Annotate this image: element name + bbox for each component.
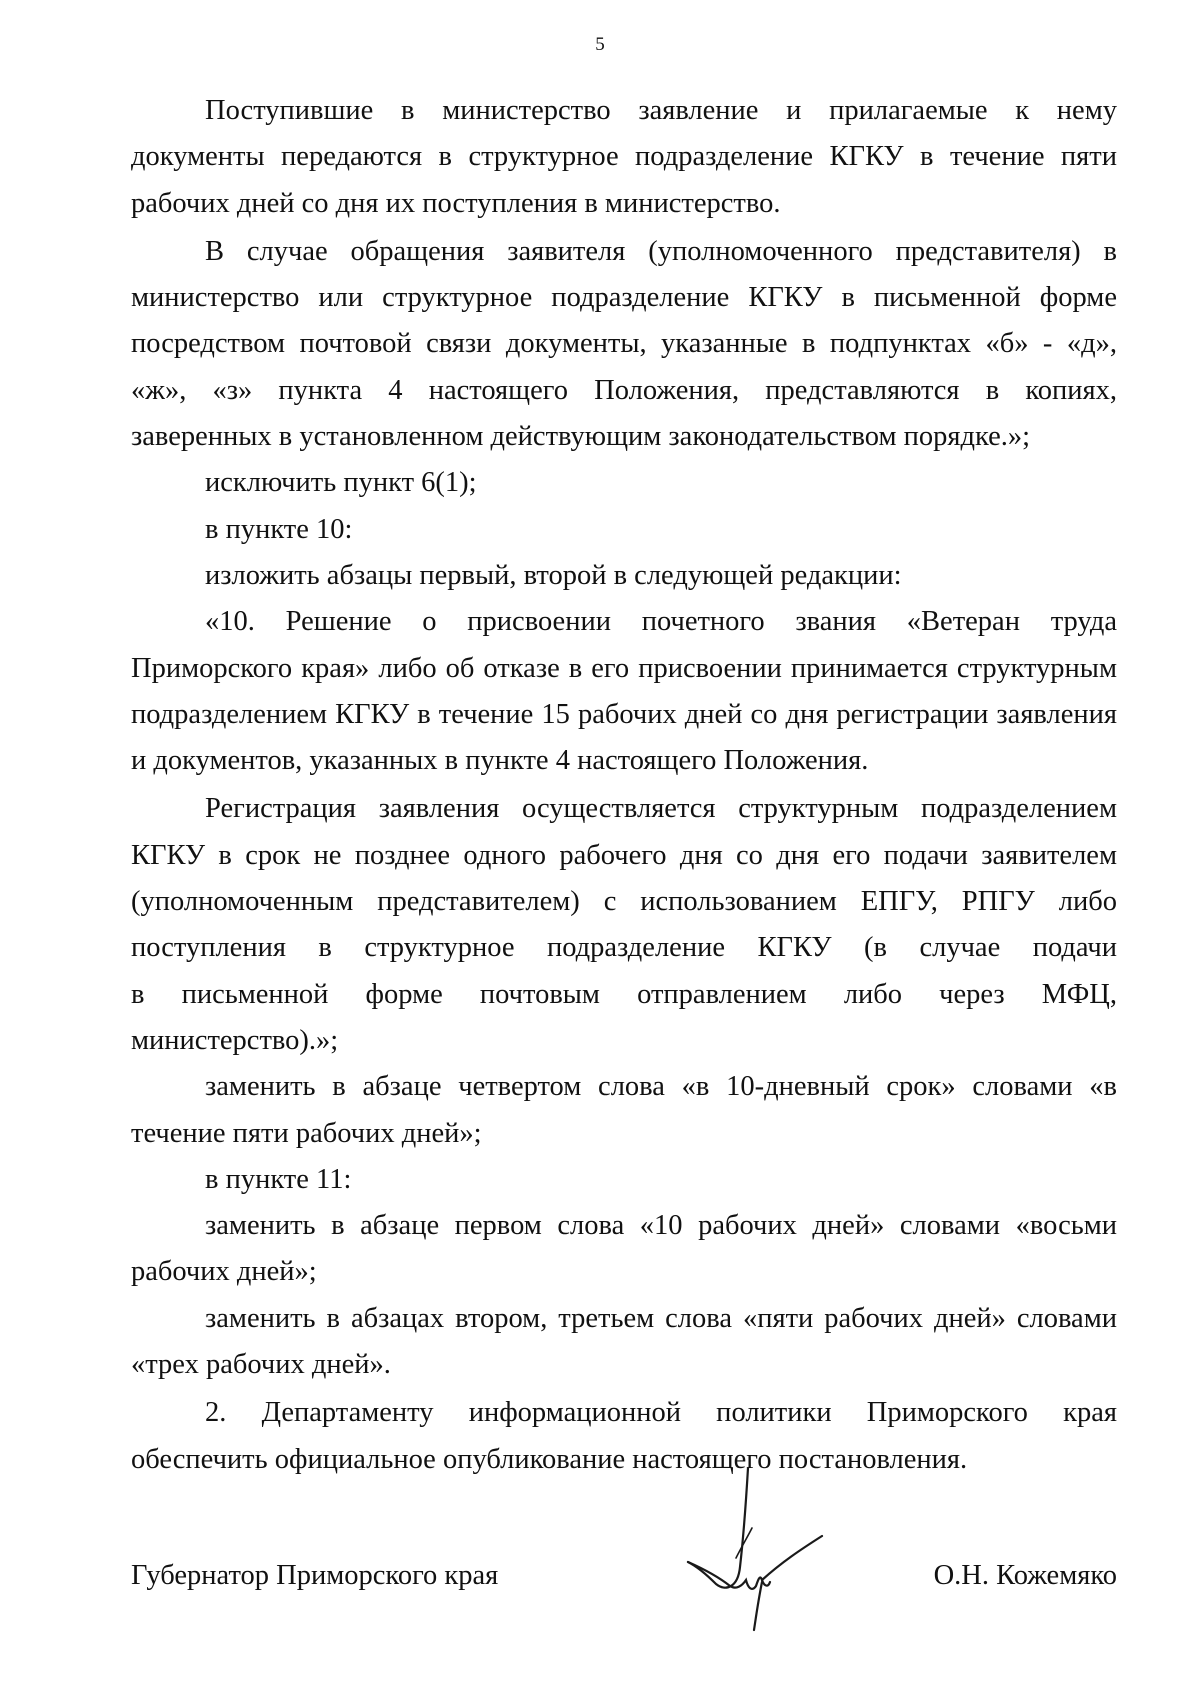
paragraph-line: в письменной форме почтовым отправлением либо через МФЦ, (131, 978, 1117, 1010)
paragraph-line: подразделением КГКУ в течение 15 рабочих дней со дня регистрации заявления (131, 698, 1117, 730)
paragraph-line: рабочих дней со дня их поступления в министерство. (131, 187, 781, 219)
paragraph-line: министерство или структурное подразделение КГКУ в письменной форме (131, 282, 1117, 314)
paragraph-line: заверенных в установленном действующим законодательством порядке.»; (131, 421, 1031, 453)
signer-name: О.Н. Кожемяко (933, 1560, 1117, 1591)
paragraph-line: заменить в абзаце первом слова «10 рабочих дней» словами «восьми (205, 1210, 1117, 1242)
paragraph-line: документы передаются в структурное подразделение КГКУ в течение пяти (131, 141, 1117, 173)
paragraph-line: обеспечить официальное опубликование настоящего постановления. (131, 1443, 968, 1475)
page-number: 5 (595, 34, 605, 55)
paragraph-line: Приморского края» либо об отказе в его присвоении принимается структурным (131, 652, 1117, 684)
paragraph-line: Поступившие в министерство заявление и прилагаемые к нему (205, 95, 1117, 126)
signer-title: Губернатор Приморского края (131, 1560, 499, 1591)
document-body (131, 88, 1117, 1483)
paragraph-line: и документов, указанных в пункте 4 настоящего Положения. (131, 745, 869, 777)
handwritten-signature (686, 1462, 836, 1632)
paragraph-line: поступления в структурное подразделение КГКУ (в случае подачи (131, 932, 1117, 964)
paragraph-line: (уполномоченным представителем) с использованием ЕПГУ, РПГУ либо (131, 886, 1117, 918)
paragraph-line: КГКУ в срок не позднее одного рабочего дня со дня его подачи заявителем (131, 839, 1117, 871)
paragraph-line: Регистрация заявления осуществляется структурным подразделением (205, 793, 1117, 825)
paragraph-line: в пункте 11: (205, 1163, 352, 1195)
paragraph-line: 2. Департаменту информационной политики Приморского края (205, 1397, 1117, 1429)
paragraph-line: заменить в абзаце четвертом слова «в 10-дневный срок» словами «в (205, 1071, 1117, 1103)
paragraph-line: изложить абзацы первый, второй в следующей редакции: (205, 559, 902, 591)
paragraph-line: «10. Решение о присвоении почетного звания «Ветеран труда (205, 606, 1117, 638)
paragraph-line: заменить в абзацах втором, третьем слова «пяти рабочих дней» словами (205, 1302, 1117, 1334)
paragraph-line: «ж», «з» пункта 4 настоящего Положения, представляются в копиях, (131, 374, 1117, 406)
paragraph-line: рабочих дней»; (131, 1256, 317, 1288)
paragraph-line: исключить пункт 6(1); (205, 467, 477, 499)
paragraph-line: в пункте 10: (205, 513, 353, 545)
signature-block (131, 1560, 1117, 1600)
paragraph-line: течение пяти рабочих дней»; (131, 1117, 482, 1149)
paragraph-line: министерство).»; (131, 1024, 339, 1056)
paragraph-line: «трех рабочих дней». (131, 1349, 391, 1381)
paragraph-line: посредством почтовой связи документы, указанные в подпунктах «б» - «д», (131, 328, 1117, 360)
paragraph-line: В случае обращения заявителя (уполномоченного представителя) в (205, 235, 1117, 267)
